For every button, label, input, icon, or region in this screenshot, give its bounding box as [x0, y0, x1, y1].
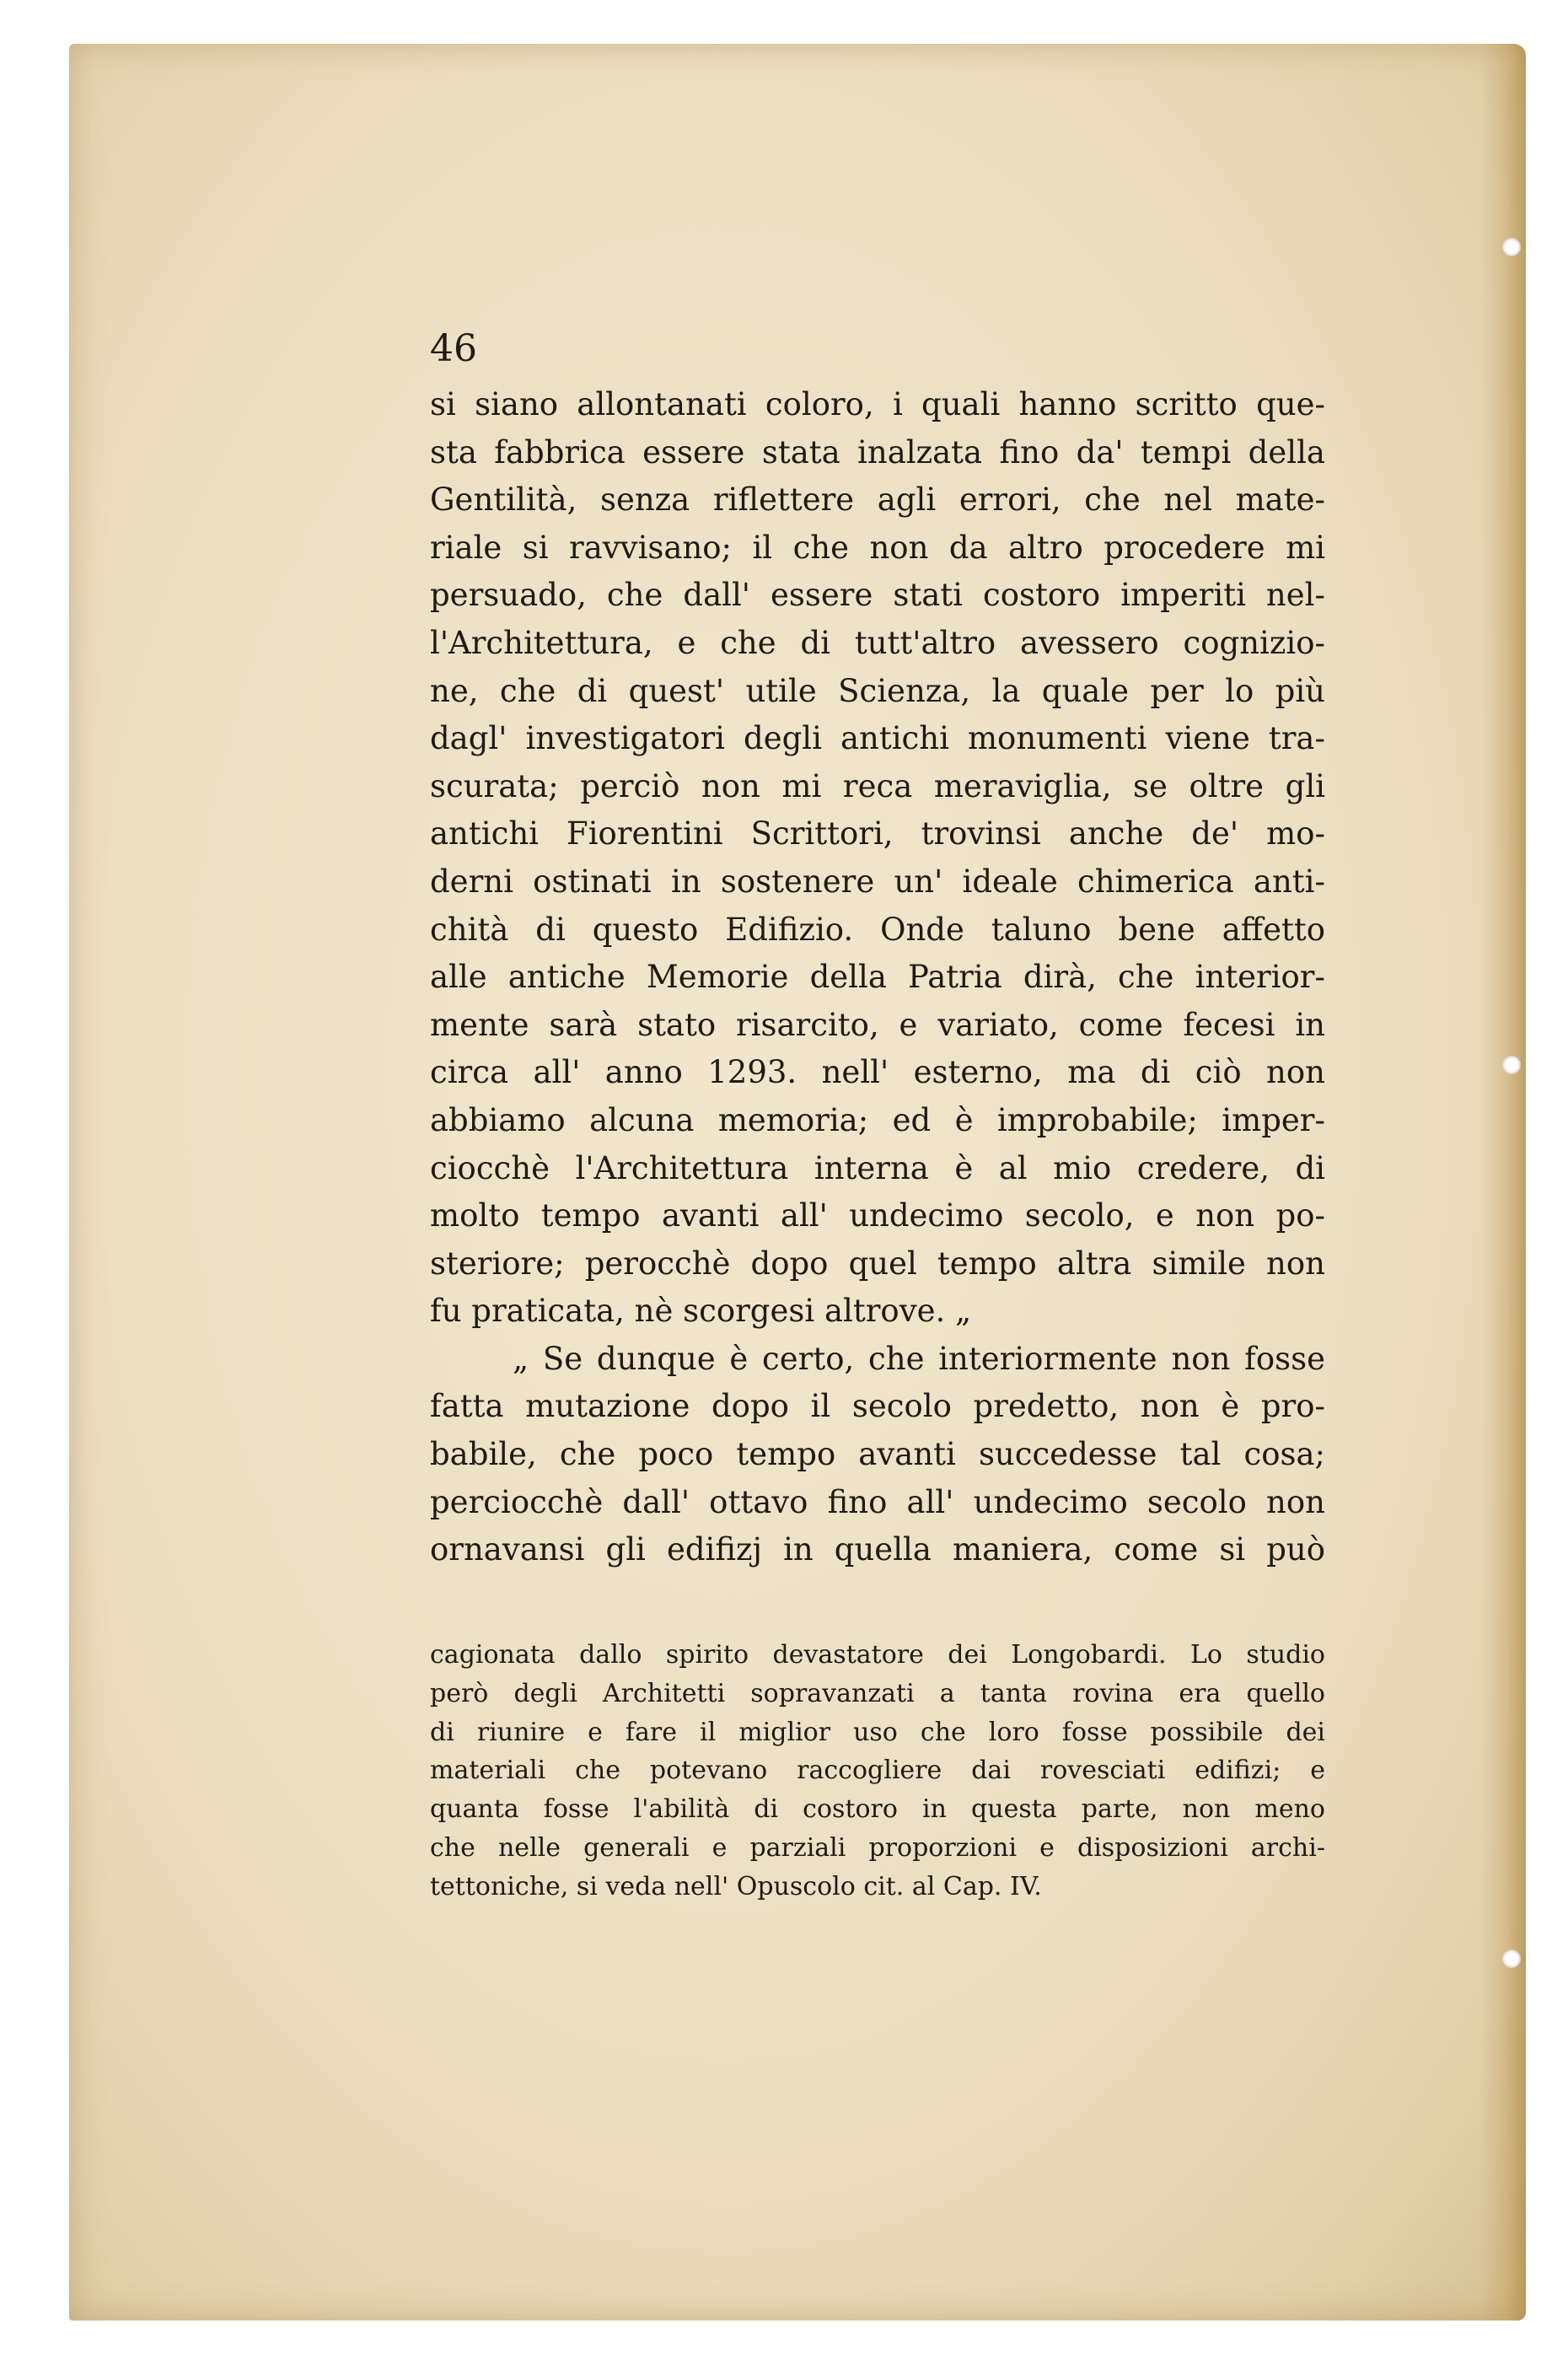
body-line: mente sarà stato risarcito, e variato, come fecesi in	[430, 1006, 1325, 1043]
punch-hole	[1502, 238, 1521, 256]
body-line: derni ostinati in sostenere un' ideale chimerica anti-	[430, 863, 1325, 900]
footnote-line: quanta fosse l'abilità di costoro in questa parte, non meno	[430, 1794, 1325, 1825]
body-line: abbiamo alcuna memoria; ed è improbabile; imper-	[430, 1101, 1325, 1138]
body-line: Gentilità, senza riflettere agli errori, che nel mate-	[430, 481, 1325, 519]
body-line: ornavansi gli edifizj in quella maniera, come si può	[430, 1531, 1325, 1568]
body-line: scurata; perciò non mi reca meraviglia, se oltre gli	[430, 767, 1325, 804]
paper-right-edge	[1479, 44, 1526, 2321]
footnote-line: tettoniche, si veda nell' Opuscolo cit. al Cap. IV.	[430, 1871, 1042, 1901]
body-line: molto tempo avanti all' undecimo secolo, e non po-	[430, 1197, 1325, 1234]
body-line: chità di questo Edifizio. Onde taluno bene affetto	[430, 911, 1325, 948]
body-line: riale si ravvisano; il che non da altro procedere mi	[430, 529, 1325, 566]
body-line: steriore; perocchè dopo quel tempo altra simile non	[430, 1245, 1325, 1282]
body-line: alle antiche Memorie della Patria dirà, che interior-	[430, 959, 1325, 996]
body-line: circa all' anno 1293. nell' esterno, ma di ciò non	[430, 1054, 1325, 1091]
body-line: fatta mutazione dopo il secolo predetto, non è pro-	[430, 1388, 1325, 1425]
punch-hole	[1502, 1056, 1521, 1074]
body-line: l'Architettura, e che di tutt'altro avessero cognizio-	[430, 624, 1325, 661]
footnote-line: cagionata dallo spirito devastatore dei Longobardi. Lo studio	[430, 1640, 1325, 1670]
punch-hole	[1502, 1950, 1521, 1968]
footnote-line: che nelle generali e parziali proporzioni e disposizioni archi-	[430, 1832, 1325, 1863]
body-line: babile, che poco tempo avanti succedesse tal cosa;	[430, 1436, 1325, 1473]
footnote	[430, 1636, 1325, 1907]
body-line: ne, che di quest' utile Scienza, la quale per lo più	[430, 672, 1325, 709]
footnote-line: materiali che potevano raccogliere dai rovesciati edifizi; e	[430, 1756, 1325, 1786]
body-line: sta fabbrica essere stata inalzata fino da' tempi della	[430, 433, 1325, 471]
body-line: antichi Fiorentini Scrittori, trovinsi anche de' mo-	[430, 815, 1325, 852]
body-line: persuado, che dall' essere stati costoro imperiti nel-	[430, 577, 1325, 614]
body-line: si siano allontanati coloro, i quali hanno scritto que-	[430, 386, 1325, 422]
page-number: 46	[430, 327, 477, 370]
body-line: „ Se dunque è certo, che interiormente non fosse	[513, 1340, 1325, 1377]
footnote-line: di riunire e fare il miglior uso che loro fosse possibile dei	[430, 1717, 1325, 1747]
body-text	[430, 381, 1325, 1574]
body-line: perciocchè dall' ottavo fino all' undecimo secolo non	[430, 1483, 1325, 1520]
body-line: dagl' investigatori degli antichi monumenti viene tra-	[430, 720, 1325, 757]
body-line: ciocchè l'Architettura interna è al mio credere, di	[430, 1149, 1325, 1186]
body-line: fu praticata, nè scorgesi altrove. „	[430, 1293, 972, 1330]
footnote-line: però degli Architetti sopravanzati a tanta rovina era quello	[430, 1678, 1325, 1708]
